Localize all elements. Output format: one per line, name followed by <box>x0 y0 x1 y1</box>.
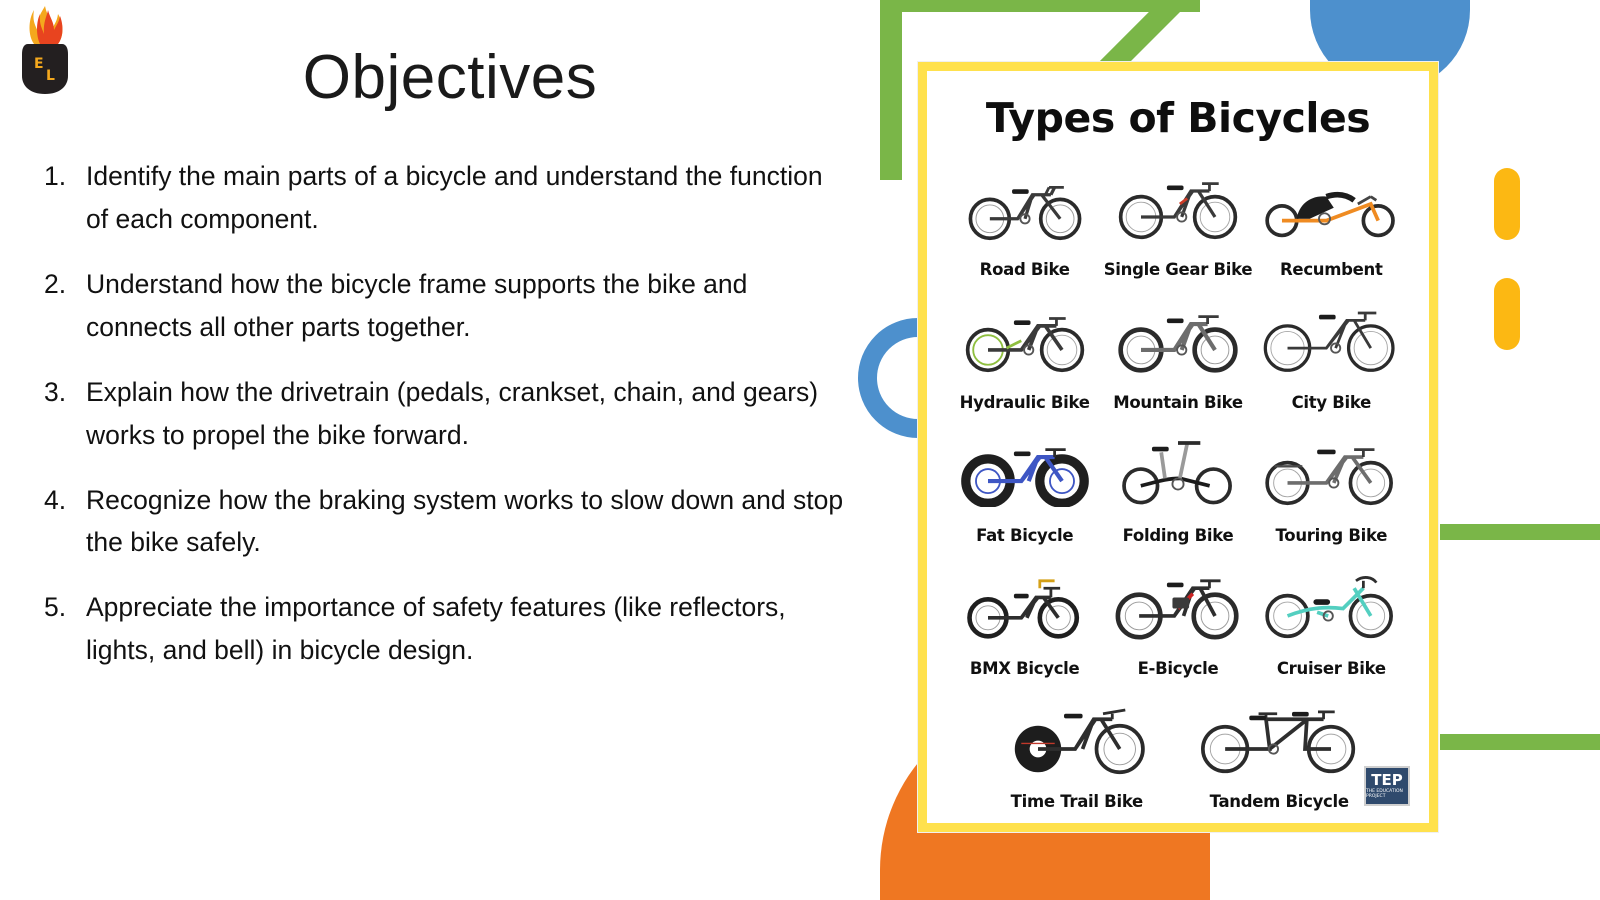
bike-label: Time Trail Bike <box>1010 792 1143 811</box>
list-item-text: Recognize how the braking system works to slow down and stop the bike safely. <box>86 484 844 558</box>
bike-label: Single Gear Bike <box>1103 260 1253 279</box>
list-item <box>44 263 844 349</box>
touring-bike-icon <box>1255 414 1408 526</box>
bike-label: Mountain Bike <box>1113 393 1243 412</box>
bike-label: Folding Bike <box>1122 526 1234 545</box>
publisher-badge-subtext: THE EDUCATION PROJECT <box>1366 789 1403 799</box>
green-bar-decoration-1 <box>1440 524 1600 540</box>
bike-label: Road Bike <box>979 260 1070 279</box>
list-item <box>44 155 844 241</box>
fat-bicycle-icon <box>948 414 1101 526</box>
yellow-pill-decoration-1 <box>1494 168 1520 240</box>
list-item-number: 2. <box>44 268 67 299</box>
bike-label: E-Bicycle <box>1137 659 1219 678</box>
bicycle-grid <box>942 148 1414 680</box>
tandem-bicycle-icon <box>1178 680 1380 792</box>
bike-cell <box>1101 414 1254 547</box>
recumbent-bike-icon <box>1255 148 1408 260</box>
page-title: Objectives <box>302 43 598 112</box>
road-bike-icon <box>948 148 1101 260</box>
list-item <box>44 371 844 457</box>
bicycle-grid-last-row <box>942 680 1414 813</box>
list-item-text: Explain how the drivetrain (pedals, crankset, chain, and gears) works to propel the bike forward. <box>86 376 819 450</box>
city-bike-icon <box>1255 281 1408 393</box>
bike-cell <box>976 680 1178 813</box>
hydraulic-bike-icon <box>948 281 1101 393</box>
bike-label: BMX Bicycle <box>969 659 1080 678</box>
single-gear-bike-icon <box>1101 148 1254 260</box>
bike-cell <box>948 547 1101 680</box>
list-item <box>44 586 844 672</box>
bike-cell <box>1101 547 1254 680</box>
bike-cell <box>1178 680 1380 813</box>
bike-cell <box>1255 148 1408 281</box>
bike-cell <box>1255 281 1408 414</box>
time-trail-bike-icon <box>976 680 1178 792</box>
bike-cell <box>1255 414 1408 547</box>
bike-cell <box>948 148 1101 281</box>
bike-cell <box>1101 148 1254 281</box>
list-item-text: Appreciate the importance of safety features (like reflectors, lights, and bell) in bicycle design. <box>86 592 786 666</box>
yellow-pill-decoration-2 <box>1494 278 1520 350</box>
list-item-number: 5. <box>44 592 67 623</box>
publisher-badge <box>1364 766 1410 806</box>
list-item-number: 1. <box>44 161 67 191</box>
types-of-bicycles-poster <box>918 62 1438 832</box>
bike-cell <box>948 414 1101 547</box>
svg-text:E: E <box>34 56 44 72</box>
bike-cell <box>948 281 1101 414</box>
svg-text:L: L <box>46 68 55 84</box>
bike-cell <box>1101 281 1254 414</box>
bike-label: Cruiser Bike <box>1276 659 1386 678</box>
mountain-bike-icon <box>1101 281 1254 393</box>
folding-bike-icon <box>1101 414 1254 526</box>
bike-label: Recumbent <box>1280 260 1383 279</box>
bike-label: Hydraulic Bike <box>959 393 1090 412</box>
list-item <box>44 479 844 565</box>
list-item-text: Understand how the bicycle frame supports the bike and connects all other parts together. <box>86 268 748 342</box>
bike-cell <box>1255 547 1408 680</box>
green-bar-decoration-2 <box>1440 734 1600 750</box>
e-bicycle-icon <box>1101 547 1254 659</box>
bmx-bicycle-icon <box>948 547 1101 659</box>
publisher-badge-text: TEP <box>1371 771 1403 789</box>
list-item-text: Identify the main parts of a bicycle and understand the function of each component. <box>86 161 823 234</box>
list-item-number: 3. <box>44 376 67 407</box>
bike-label: Touring Bike <box>1275 526 1388 545</box>
bike-label: Fat Bicycle <box>976 526 1074 545</box>
bike-label: City Bike <box>1291 393 1372 412</box>
list-item-number: 4. <box>44 484 67 515</box>
bike-label: Tandem Bicycle <box>1209 792 1349 811</box>
objectives-list <box>44 155 844 694</box>
cruiser-bike-icon <box>1255 547 1408 659</box>
poster-title: Types of Bicycles <box>985 94 1371 142</box>
